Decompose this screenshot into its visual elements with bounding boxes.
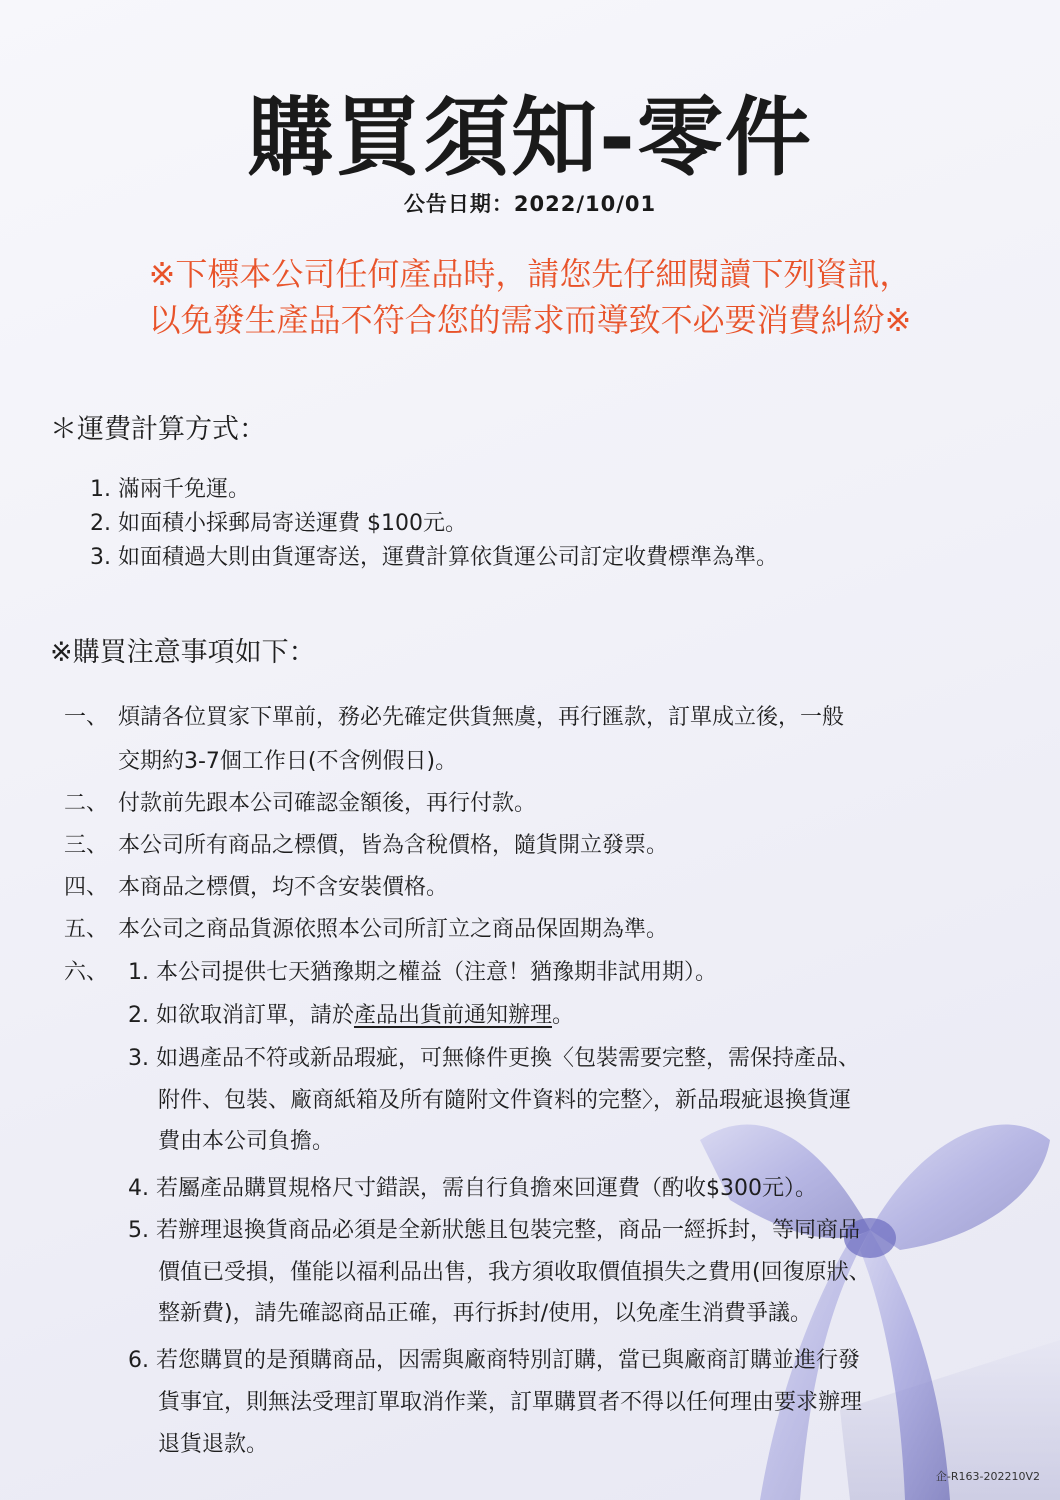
notes-sub-item: 4. 若屬產品購買規格尺寸錯誤，需自行負擔來回運費（酌收$300元）。 — [128, 1176, 817, 1201]
shipping-item: 3. 如面積過大則由貨運寄送，運費計算依貨運公司訂定收費標準為準。 — [90, 545, 778, 570]
notes-item-text: 付款前先跟本公司確認金額後，再行付款。 — [118, 791, 537, 816]
notes-item-marker: 五、 — [64, 917, 109, 942]
notes-item-marker: 二、 — [64, 791, 109, 816]
notes-item-marker: 四、 — [64, 875, 109, 900]
notes-item-text: 本公司之商品貨源依照本公司所訂立之商品保固期為準。 — [118, 917, 669, 942]
gift-ribbon-decoration — [700, 1080, 1060, 1500]
notes-sub-item — [128, 1000, 574, 1032]
notes-item-marker: 三、 — [64, 833, 109, 858]
notes-item-text: 本商品之標價，均不含安裝價格。 — [118, 875, 449, 900]
notes-sub-text: 。 — [552, 1003, 575, 1028]
notes-sub-item-cont: 價值已受損，僅能以福利品出售，我方須收取價值損失之費用(回復原狀、 — [158, 1260, 871, 1285]
document-code: 企-R163-202210V2 — [935, 1470, 1040, 1483]
notes-sub-item-cont: 退貨退款。 — [158, 1432, 269, 1457]
notes-item-marker: 一、 — [64, 705, 109, 730]
warning-line-1: ※下標本公司任何產品時，請您先仔細閱讀下列資訊， — [148, 255, 912, 293]
shipping-item: 1. 滿兩千免運。 — [90, 477, 250, 502]
notes-sub-item: 6. 若您購買的是預購商品，因需與廠商特別訂購，當已與廠商訂購並進行發 — [128, 1348, 860, 1373]
notes-sub-item-cont: 貨事宜，則無法受理訂單取消作業，訂單購買者不得以任何理由要求辦理 — [158, 1390, 863, 1415]
notes-sub-item: 3. 如遇產品不符或新品瑕疵，可無條件更換〈包裝需要完整，需保持產品、 — [128, 1046, 860, 1071]
notes-sub-item: 1. 本公司提供七天猶豫期之權益（注意！猶豫期非試用期）。 — [128, 960, 717, 985]
notes-item-text: 交期約3-7個工作日(不含例假日)。 — [118, 749, 458, 774]
warning-line-2: 以免發生產品不符合您的需求而導致不必要消費糾紛※ — [148, 301, 912, 339]
notes-sub-underlined: 產品出貨前通知辦理 — [353, 1003, 552, 1028]
notes-sub-item-cont: 整新費)，請先確認商品正確，再行拆封/使用，以免產生消費爭議。 — [158, 1301, 812, 1326]
page-title: 購買須知-零件 — [247, 88, 813, 188]
notes-heading: ※購買注意事項如下： — [50, 637, 316, 668]
notes-item-text: 本公司所有商品之標價，皆為含稅價格，隨貨開立發票。 — [118, 833, 669, 858]
notes-sub-text: 2. 如欲取消訂單，請於 — [128, 1003, 354, 1028]
notes-sub-item: 5. 若辦理退換貨商品必須是全新狀態且包裝完整，商品一經拆封，等同商品 — [128, 1218, 860, 1243]
notes-item-marker: 六、 — [64, 960, 109, 985]
notes-sub-item-cont: 附件、包裝、廠商紙箱及所有隨附文件資料的完整〉，新品瑕疵退換貨運 — [158, 1088, 852, 1113]
notes-item-text: 煩請各位買家下單前，務必先確定供貨無虞，再行匯款，訂單成立後，一般 — [118, 705, 845, 730]
shipping-item: 2. 如面積小採郵局寄送運費 $100元。 — [90, 511, 467, 536]
shipping-heading: ＊運費計算方式： — [50, 414, 266, 445]
announce-date: 公告日期：2022/10/01 — [403, 192, 657, 216]
notes-sub-item-cont: 費由本公司負擔。 — [158, 1129, 335, 1154]
